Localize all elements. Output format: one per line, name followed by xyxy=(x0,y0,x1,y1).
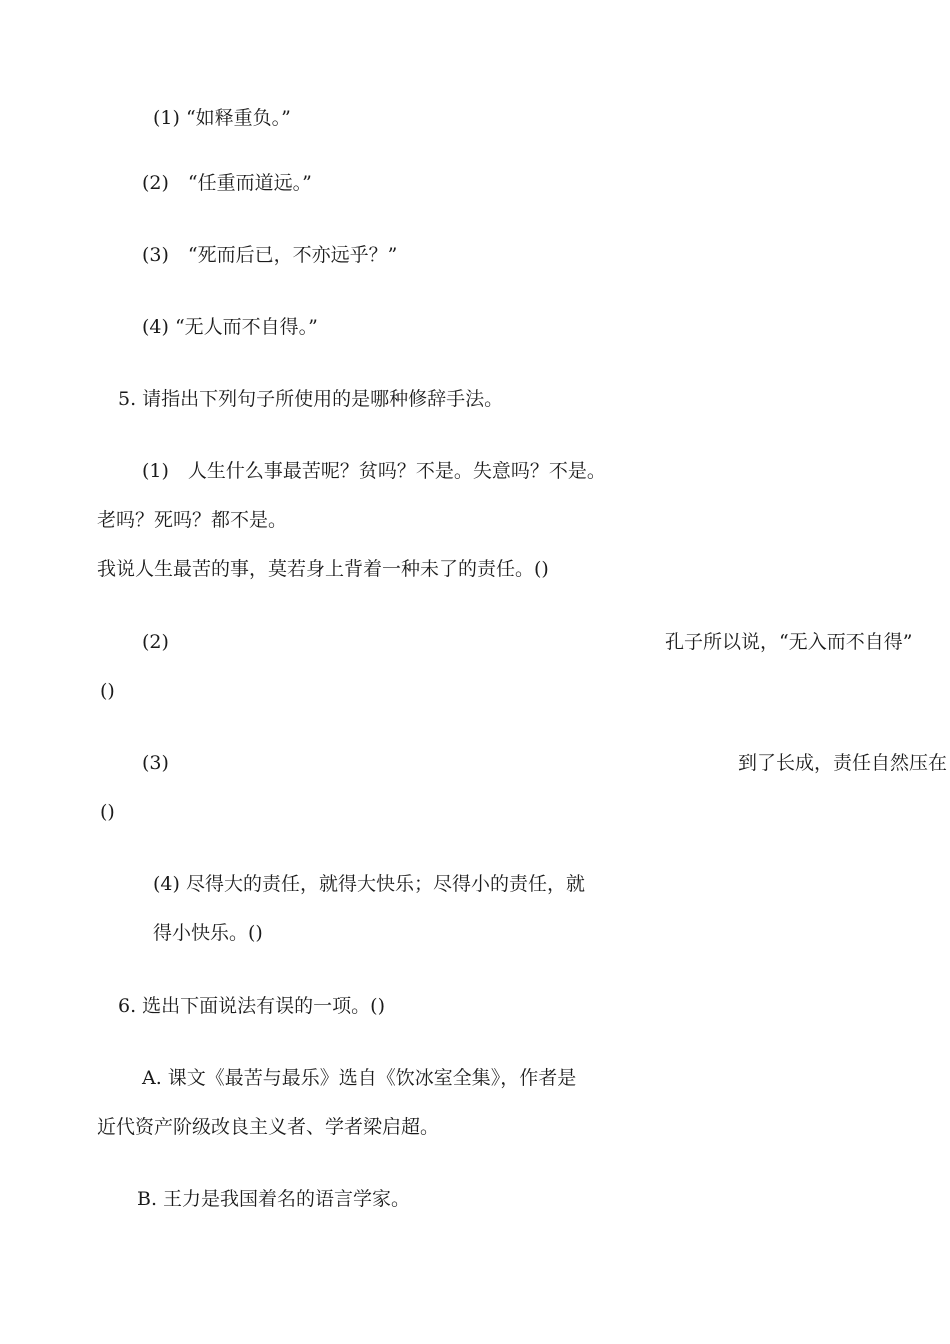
q5-item-2-number: (2) xyxy=(142,631,169,653)
q5-stem: 5. 请指出下列句子所使用的是哪种修辞手法。 xyxy=(118,388,504,410)
q4-item-1: (1) “如释重负。” xyxy=(153,107,291,129)
q5-item-3-text: 到了长成，责任自然压在 xyxy=(738,752,948,774)
q5-item-1-line-2: 老吗？死吗？都不是。 xyxy=(97,509,288,531)
q5-item-3-number: (3) xyxy=(142,752,169,774)
q5-item-1-line-1: (1) 人生什么事最苦呢？贫吗？不是。失意吗？不是。 xyxy=(142,460,606,482)
q5-item-4-line-1: (4) 尽得大的责任，就得大快乐；尽得小的责任，就 xyxy=(153,873,585,895)
q5-item-4-line-2: 得小快乐。() xyxy=(153,922,263,944)
q6-stem: 6. 选出下面说法有误的一项。() xyxy=(118,995,385,1017)
q5-item-1-line-3: 我说人生最苦的事，莫若身上背着一种未了的责任。() xyxy=(97,558,549,580)
q6-option-a-line-1: A. 课文《最苦与最乐》选自《饮冰室全集》，作者是 xyxy=(142,1067,577,1089)
q5-item-2-text: 孔子所以说，“无入而不自得” xyxy=(665,631,913,653)
q4-item-2: (2) “任重而道远。” xyxy=(142,172,312,194)
q5-item-2-answer-paren: () xyxy=(100,680,115,702)
q4-item-4: (4) “无人而不自得。” xyxy=(142,316,318,338)
q4-item-3: (3) “死而后已，不亦远乎？” xyxy=(142,244,398,266)
q6-option-b: B. 王力是我国着名的语言学家。 xyxy=(137,1188,411,1210)
q6-option-a-line-2: 近代资产阶级改良主义者、学者梁启超。 xyxy=(97,1116,440,1138)
q5-item-3-answer-paren: () xyxy=(100,801,115,823)
